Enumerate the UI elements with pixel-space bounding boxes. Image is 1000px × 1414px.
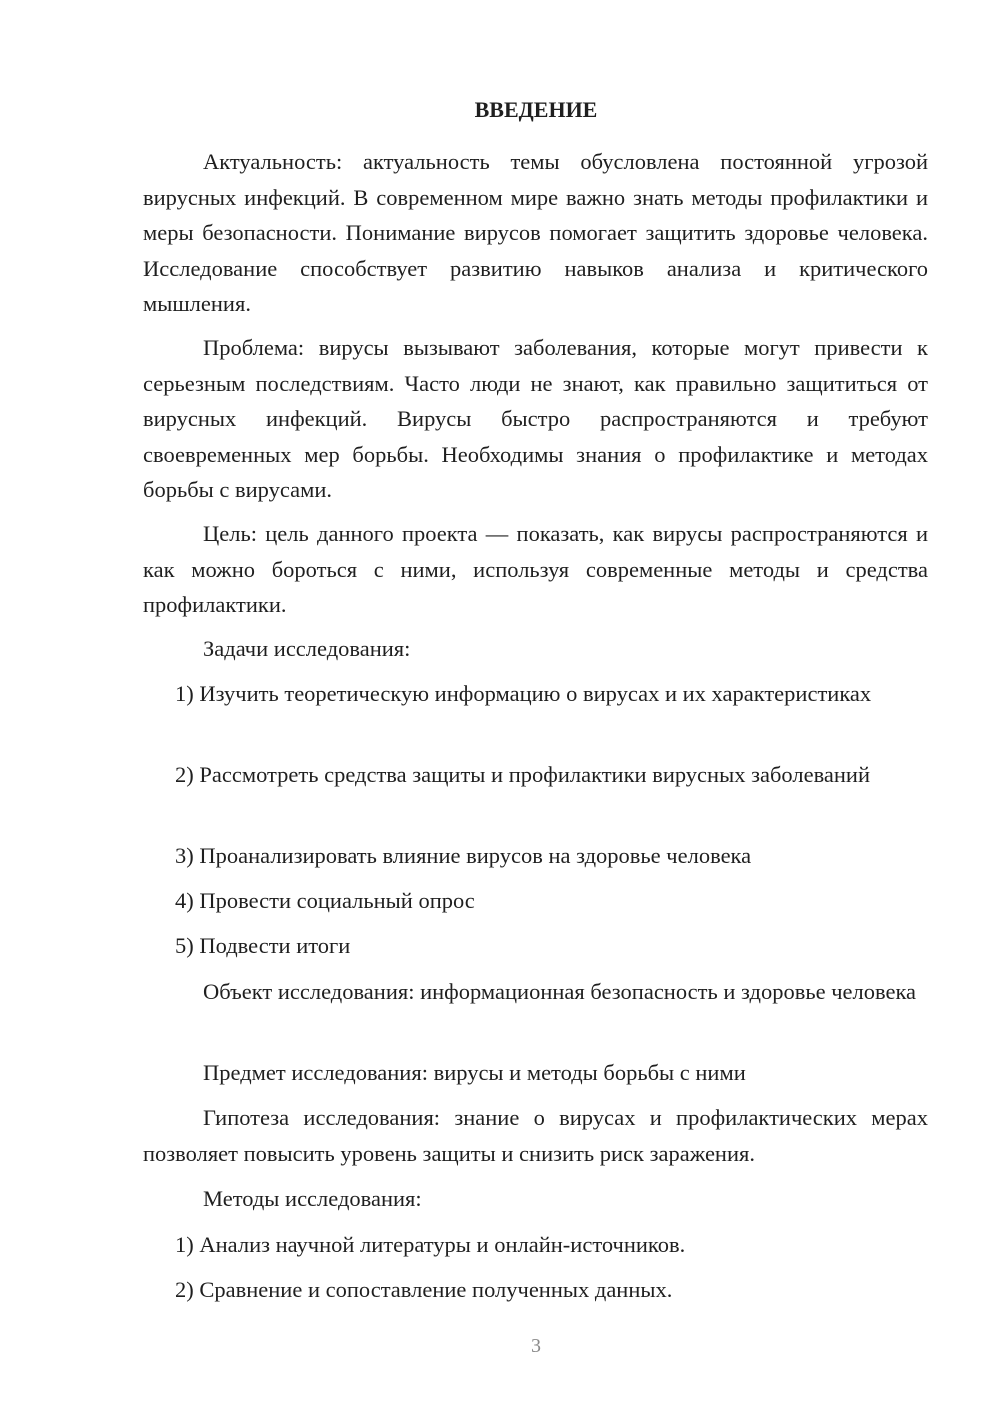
- methods-heading: Методы исследования:: [203, 1186, 422, 1211]
- tasks-heading: Задачи исследования:: [203, 636, 411, 661]
- method-item-1: 1) Анализ научной литературы и онлайн-источников.: [175, 1232, 686, 1257]
- method-item-2: 2) Сравнение и сопоставление полученных данных.: [175, 1277, 673, 1302]
- hypothesis-paragraph: Гипотеза исследования: знание о вирусах и профилактических мерах позволяет повысить уровень защиты и снизить риск заражения.: [143, 1105, 928, 1166]
- task-item-5: 5) Подвести итоги: [175, 933, 351, 958]
- subject-paragraph: Предмет исследования: вирусы и методы борьбы с ними: [203, 1060, 746, 1085]
- problem-paragraph: Проблема: вирусы вызывают заболевания, которые могут привести к серьезным последствиям. Часто люди не знают, как правильно защититься от вирусных инфекций. Вирусы быстро распространяются и требуют своевременных мер борьбы. Необходимы знания о профилактике и методах борьбы с вирусами.: [143, 335, 928, 503]
- page-number: 3: [531, 1335, 541, 1357]
- task-item-4: 4) Провести социальный опрос: [175, 888, 475, 913]
- goal-paragraph: Цель: цель данного проекта — показать, как вирусы распространяются и как можно бороться с ними, используя современные методы и средства профилактики.: [143, 521, 928, 618]
- object-paragraph: Объект исследования: информационная безопасность и здоровье человека: [203, 979, 917, 1004]
- task-item-1: 1) Изучить теоретическую информацию о вирусах и их характеристиках: [175, 681, 872, 706]
- task-item-2: 2) Рассмотреть средства защиты и профилактики вирусных заболеваний: [175, 762, 871, 787]
- task-item-3: 3) Проанализировать влияние вирусов на здоровье человека: [175, 843, 752, 868]
- relevance-paragraph: Актуальность: актуальность темы обусловлена постоянной угрозой вирусных инфекций. В современном мире важно знать методы профилактики и меры безопасности. Понимание вирусов помогает защитить здоровье человека. Исследование способствует развитию навыков анализа и критического мышления.: [143, 149, 928, 317]
- section-heading: ВВЕДЕНИЕ: [474, 97, 598, 122]
